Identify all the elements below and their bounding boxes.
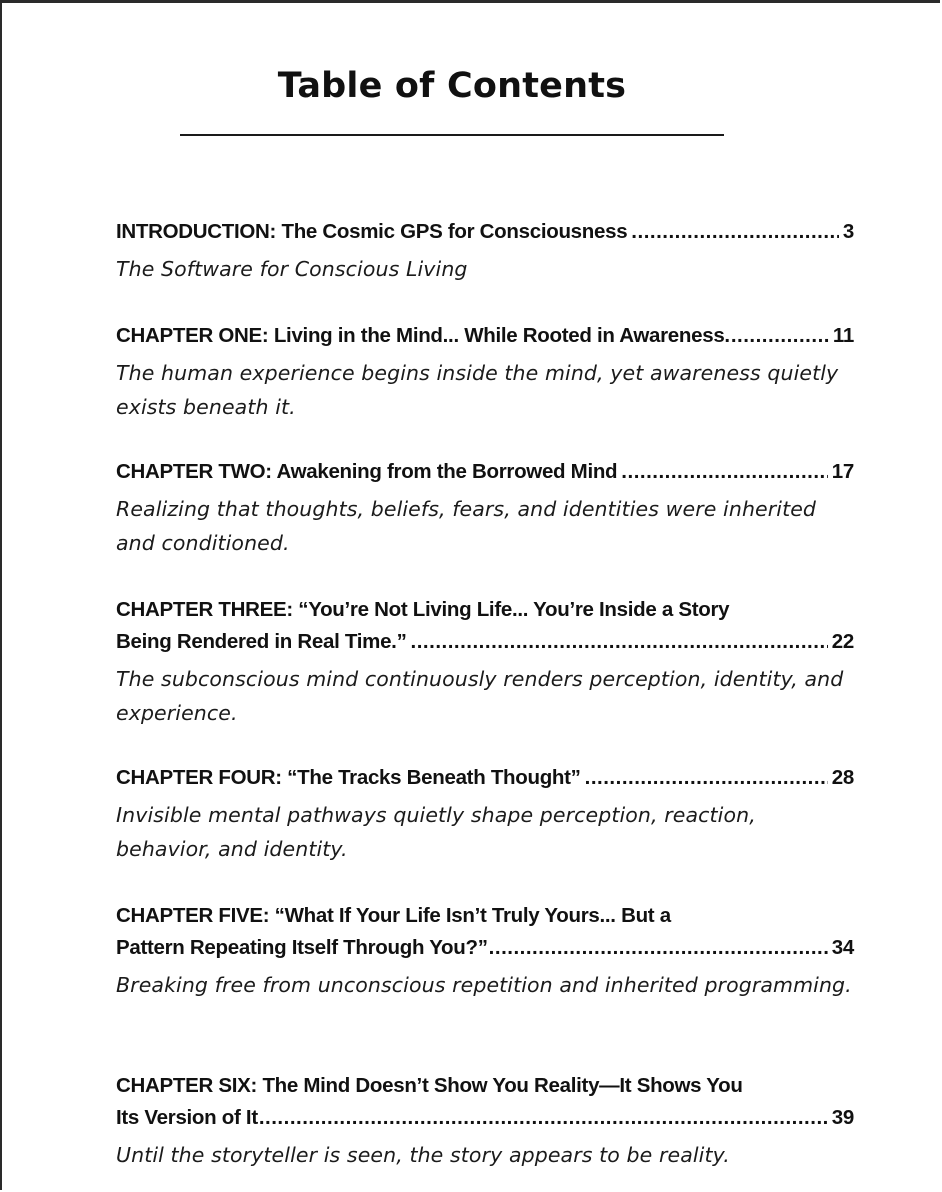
entry-title: CHAPTER ONE: Living in the Mind... While Rooted in Awareness. <box>116 324 730 347</box>
entry-heading <box>116 762 854 794</box>
entry-heading <box>116 1070 854 1134</box>
toc-entry-chapter-five[interactable] <box>116 900 854 1002</box>
entry-heading <box>116 216 854 248</box>
page-number: 39 <box>831 1106 854 1129</box>
toc-entry-chapter-one[interactable] <box>116 320 854 424</box>
dot-leader <box>259 1102 830 1134</box>
page-number: 11 <box>832 324 854 347</box>
page-number: 3 <box>842 220 854 243</box>
page-number: 17 <box>831 460 854 483</box>
entry-description: Breaking free from unconscious repetition and inherited programming. <box>116 973 852 997</box>
page-title: Table of Contents <box>277 66 627 106</box>
toc-entry-chapter-three[interactable] <box>116 594 854 730</box>
entry-title-line-2: Pattern Repeating Itself Through You?” <box>116 936 488 959</box>
page-number: 28 <box>831 766 854 789</box>
entry-description: The human experience begins inside the mind, yet awareness quietly exists beneath it. <box>116 361 839 419</box>
entry-title: CHAPTER FOUR: “The Tracks Beneath Thought” <box>116 766 581 789</box>
toc-entry-chapter-six[interactable] <box>116 1070 854 1172</box>
toc-entry-chapter-two[interactable] <box>116 456 854 560</box>
entry-description: Realizing that thoughts, beliefs, fears, and identities were inherited and conditioned. <box>116 497 817 555</box>
dot-leader <box>621 456 828 488</box>
entry-description: Invisible mental pathways quietly shape perception, reaction, behavior, and identity. <box>116 803 756 861</box>
entry-heading <box>116 456 854 488</box>
dot-leader <box>731 320 831 352</box>
entry-title: CHAPTER TWO: Awakening from the Borrowed Mind <box>116 460 618 483</box>
page-number: 34 <box>831 936 854 959</box>
entry-title-line-1: CHAPTER SIX: The Mind Doesn’t Show You Reality—It Shows You <box>116 1074 743 1097</box>
entry-title-line-1: CHAPTER THREE: “You’re Not Living Life... You’re Inside a Story <box>116 598 730 621</box>
entry-title: INTRODUCTION: The Cosmic GPS for Consciousness <box>116 220 628 243</box>
dot-leader <box>585 762 828 794</box>
entry-title-line-2: Being Rendered in Real Time.” <box>116 630 407 653</box>
entry-description: Until the storyteller is seen, the story appears to be reality. <box>116 1143 730 1167</box>
entry-heading <box>116 900 854 964</box>
entry-title-line-1: CHAPTER FIVE: “What If Your Life Isn’t Truly Yours... But a <box>116 904 671 927</box>
toc-entry-chapter-four[interactable] <box>116 762 854 866</box>
entry-heading <box>116 320 854 352</box>
entry-heading <box>116 594 854 658</box>
entry-description: The Software for Conscious Living <box>116 257 468 281</box>
entry-title-line-2: Its Version of It <box>116 1106 258 1129</box>
title-underline <box>180 134 724 136</box>
entry-description: The subconscious mind continuously renders perception, identity, and experience. <box>116 667 844 725</box>
toc-entry-introduction[interactable] <box>116 216 854 286</box>
dot-leader <box>631 216 839 248</box>
dot-leader <box>411 626 828 658</box>
dot-leader <box>489 932 830 964</box>
page-number: 22 <box>831 630 854 653</box>
